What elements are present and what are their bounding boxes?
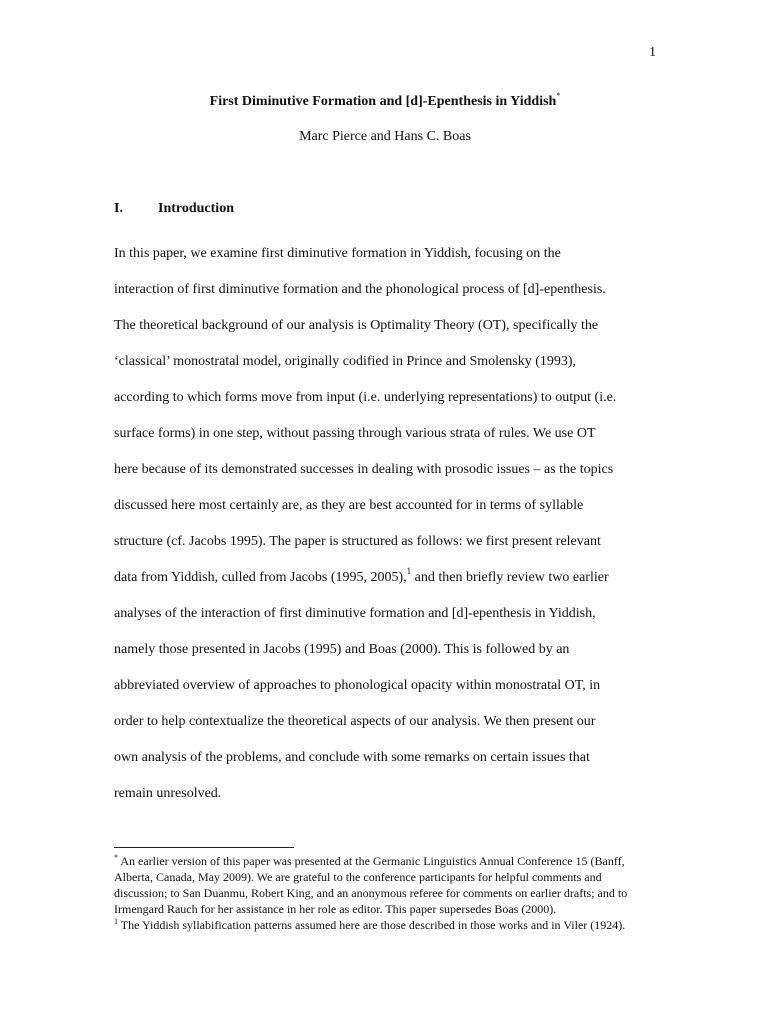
section-number: I.	[114, 201, 123, 216]
body-line: surface forms) in one step, without passing through various strata of rules. We use OT	[114, 426, 596, 441]
footnote-star-marker: *	[114, 853, 118, 862]
footnote-text: An earlier version of this paper was presented at the Germanic Linguistics Annual Conference 15 (Banff,	[118, 854, 625, 868]
body-line: ‘classical’ monostratal model, originally codified in Prince and Smolensky (1993),	[114, 354, 577, 369]
footnote-1-line	[114, 917, 659, 933]
body-line: structure (cf. Jacobs 1995). The paper is structured as follows: we first present relevant	[114, 534, 601, 549]
body-paragraph	[114, 236, 659, 812]
body-line: here because of its demonstrated successes in dealing with prosodic issues – as the topics	[114, 462, 614, 477]
body-line	[114, 560, 659, 596]
footnote-star-line	[114, 853, 659, 869]
authors: Marc Pierce and Hans C. Boas	[299, 129, 471, 144]
body-line: own analysis of the problems, and conclude with some remarks on certain issues that	[114, 750, 590, 765]
body-line: The theoretical background of our analysis is Optimality Theory (OT), specifically the	[114, 318, 599, 333]
title-footnote-marker[interactable]: *	[556, 91, 561, 100]
body-line: analyses of the interaction of first diminutive formation and [d]-epenthesis in Yiddish,	[114, 606, 596, 621]
body-line-text: data from Yiddish, culled from Jacobs (1995, 2005),	[114, 570, 407, 585]
body-line: namely those presented in Jacobs (1995) and Boas (2000). This is followed by an	[114, 642, 570, 657]
body-line: order to help contextualize the theoretical aspects of our analysis. We then present our	[114, 714, 596, 729]
footnote-separator	[114, 847, 294, 848]
footnote-star-line: discussion; to San Duanmu, Robert King, and an anonymous referee for comments on earlier drafts; and to	[114, 886, 628, 900]
body-line: abbreviated overview of approaches to phonological opacity within monostratal OT, in	[114, 678, 601, 693]
footnotes	[114, 853, 659, 933]
paper-title-text: First Diminutive Formation and [d]-Epenthesis in Yiddish	[209, 94, 557, 109]
body-line-text: and then briefly review two earlier	[411, 570, 609, 585]
footnote-star-line: Alberta, Canada, May 2009). We are grateful to the conference participants for helpful comments and	[114, 870, 602, 884]
footnote-1-marker[interactable]: 1	[406, 566, 412, 576]
body-line: interaction of first diminutive formation and the phonological process of [d]-epenthesis.	[114, 282, 606, 297]
section-heading	[114, 201, 234, 217]
body-line: In this paper, we examine first diminutive formation in Yiddish, focusing on the	[114, 246, 561, 261]
body-line: according to which forms move from input (i.e. underlying representations) to output (i.e.	[114, 390, 617, 405]
footnote-star-line: Irmengard Rauch for her assistance in her role as editor. This paper supersedes Boas (2000).	[114, 902, 557, 916]
footnote-1-number: 1	[114, 917, 118, 926]
footnote-text: The Yiddish syllabification patterns assumed here are those described in those works and in Viler (1924).	[118, 918, 626, 932]
paper-title	[0, 91, 770, 110]
body-line: remain unresolved.	[114, 786, 222, 801]
page-number: 1	[649, 45, 656, 60]
section-title: Introduction	[158, 201, 234, 216]
body-line: discussed here most certainly are, as they are best accounted for in terms of syllable	[114, 498, 584, 513]
